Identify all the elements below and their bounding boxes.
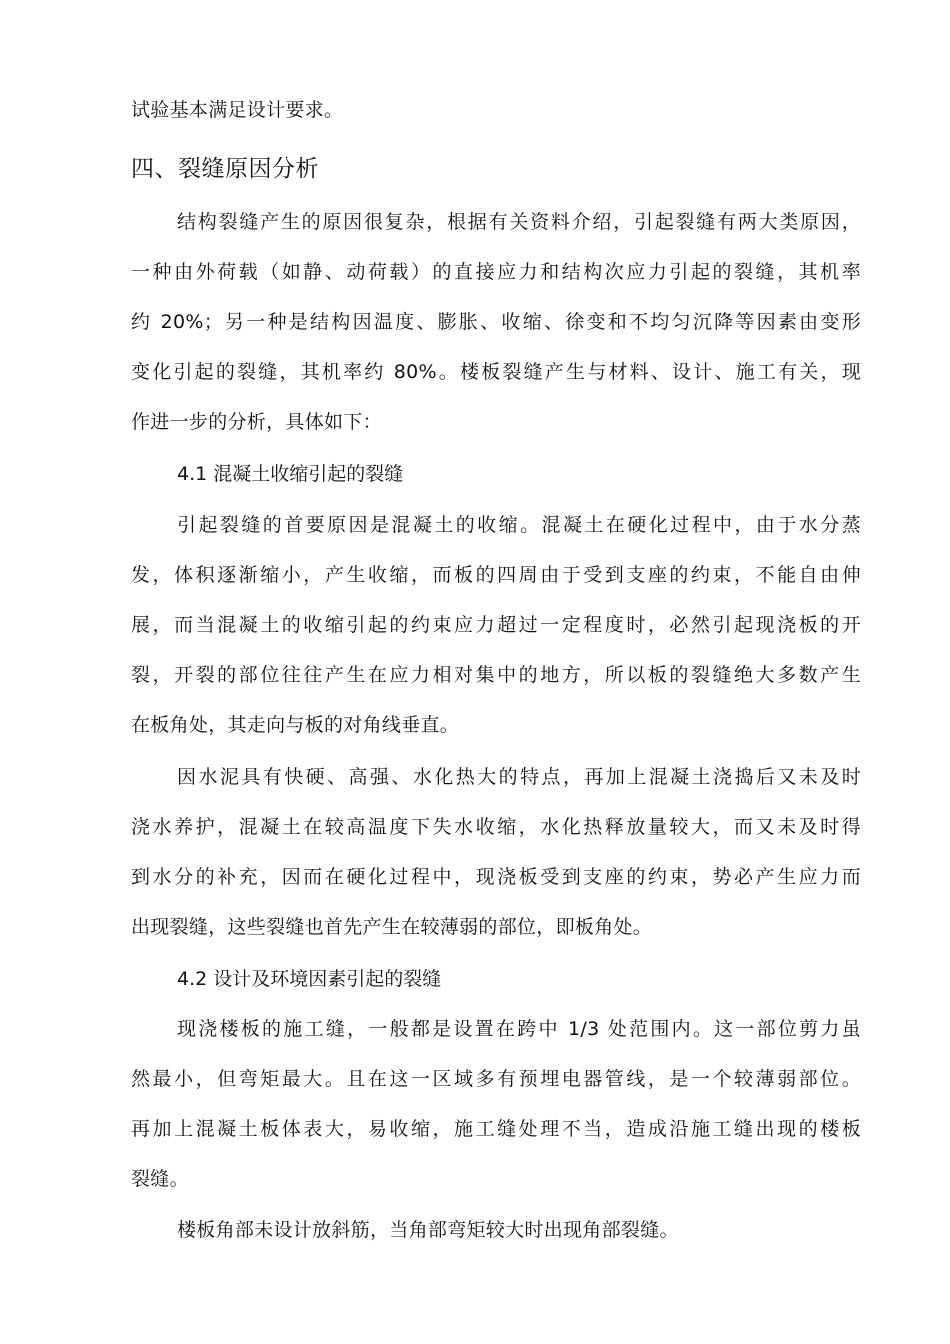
text-line: 裂缝。 bbox=[131, 1168, 189, 1190]
text-line: 楼板角部未设计放斜筋，当角部弯矩较大时出现角部裂缝。 bbox=[177, 1219, 679, 1241]
text-line: 再加上混凝土板体表大，易收缩，施工缝处理不当，造成沿施工缝出现的楼板 bbox=[131, 1118, 861, 1140]
text-line: 然最小，但弯矩最大。且在这一区域多有预埋电器管线，是一个较薄弱部位。 bbox=[131, 1068, 861, 1090]
text-line: 一种由外荷载（如静、动荷载）的直接应力和结构次应力引起的裂缝，其机率 bbox=[131, 261, 861, 283]
text-line: 浇水养护，混凝土在较高温度下失水收缩，水化热释放量较大，而又未及时得 bbox=[131, 816, 861, 838]
text-line: 到水分的补充，因而在硬化过程中，现浇板受到支座的约束，势必产生应力而 bbox=[131, 866, 861, 888]
text-line: 试验基本满足设计要求。 bbox=[131, 99, 344, 121]
text-line: 出现裂缝，这些裂缝也首先产生在较薄弱的部位，即板角处。 bbox=[131, 916, 653, 938]
text-line: 裂，开裂的部位往往产生在应力相对集中的地方，所以板的裂缝绝大多数产生 bbox=[131, 664, 861, 686]
text-line: 变化引起的裂缝，其机率约 80%。楼板裂缝产生与材料、设计、施工有关，现 bbox=[131, 361, 861, 383]
subsection-heading: 4.1 混凝土收缩引起的裂缝 bbox=[177, 463, 404, 485]
text-line: 作进一步的分析，具体如下： bbox=[131, 411, 382, 433]
text-line: 约 20%；另一种是结构因温度、膨胀、收缩、徐变和不均匀沉降等因素由变形 bbox=[131, 311, 861, 333]
text-line: 发，体积逐渐缩小，产生收缩，而板的四周由于受到支座的约束，不能自由伸 bbox=[131, 564, 861, 586]
text-line: 展，而当混凝土的收缩引起的约束应力超过一定程度时，必然引起现浇板的开 bbox=[131, 614, 861, 636]
text-line: 在板角处，其走向与板的对角线垂直。 bbox=[131, 714, 460, 736]
text-line: 因水泥具有快硬、高强、水化热大的特点，再加上混凝土浇捣后又未及时 bbox=[177, 766, 861, 788]
text-line: 现浇楼板的施工缝，一般都是设置在跨中 1/3 处范围内。这一部位剪力虽 bbox=[177, 1018, 861, 1040]
text-line: 结构裂缝产生的原因很复杂，根据有关资料介绍，引起裂缝有两大类原因， bbox=[177, 211, 861, 233]
section-heading: 四、裂缝原因分析 bbox=[131, 156, 319, 182]
subsection-heading: 4.2 设计及环境因素引起的裂缝 bbox=[177, 968, 442, 990]
text-line: 引起裂缝的首要原因是混凝土的收缩。混凝土在硬化过程中，由于水分蒸 bbox=[177, 514, 861, 536]
